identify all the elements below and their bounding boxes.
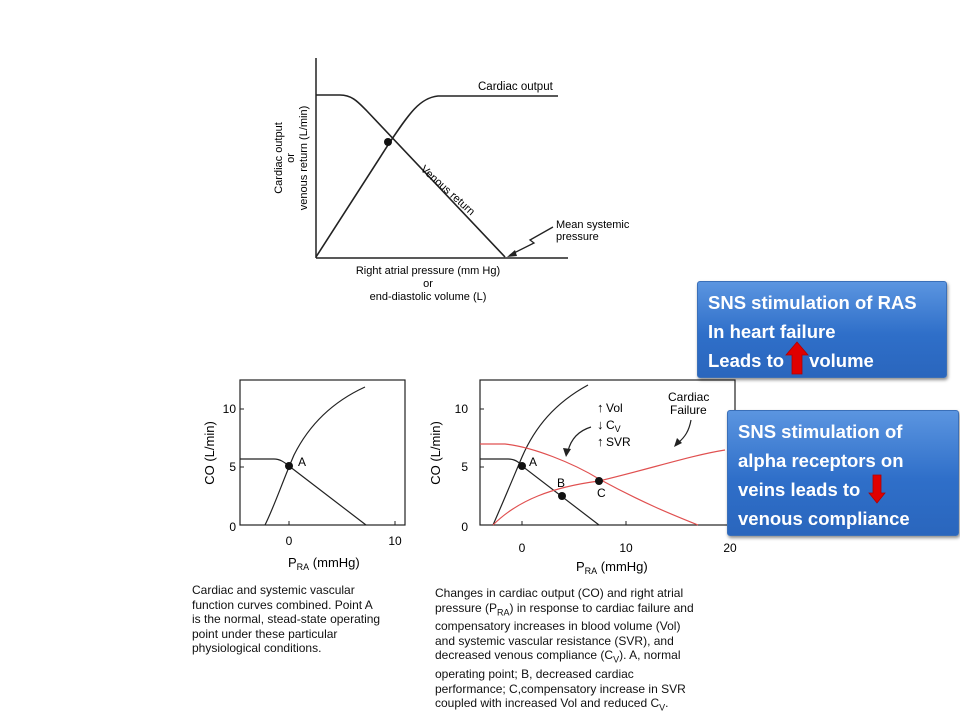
right-caption-line: compensatory increases in blood volume (Vol)	[435, 619, 681, 634]
callout-alpha-line1: SNS stimulation of	[738, 421, 903, 442]
left-x-tick-10: 10	[388, 534, 402, 548]
left-plot-frame	[240, 380, 405, 525]
arrow-up-icon	[785, 341, 809, 375]
right-function-graph	[423, 375, 743, 580]
top-y-label-1: Cardiac output	[273, 122, 285, 194]
right-point-a-label: A	[529, 455, 538, 469]
left-y-tick-0: 0	[229, 520, 236, 534]
callout-alpha-line4: venous compliance	[738, 508, 910, 529]
right-y-tick-0: 0	[461, 520, 468, 534]
left-caption-line: physiological conditions.	[192, 641, 322, 655]
left-caption	[192, 583, 380, 656]
vol-up-arrow-icon: ↑	[597, 400, 604, 415]
right-caption-line: and systemic vascular resistance (SVR), and	[435, 633, 674, 648]
msp-pointer-arrow	[510, 227, 553, 255]
right-failure-cardiac-curve	[493, 450, 725, 525]
left-cardiac-function-curve	[265, 387, 365, 525]
right-point-c-marker	[595, 477, 603, 485]
msp-label-1: Mean systemic	[556, 219, 630, 231]
callout-ras	[697, 281, 947, 378]
left-x-axis-label: $P_{RA}$ (mmHg)	[288, 555, 360, 572]
right-point-a-marker	[518, 462, 526, 470]
callout-ras-leads-to: Leads to	[708, 350, 785, 371]
left-point-a-marker	[285, 462, 293, 470]
top-y-label-3: venous return (L/min)	[298, 105, 310, 211]
right-y-tick-10: 10	[454, 402, 468, 416]
arrow-down-icon	[868, 474, 886, 504]
failure-pointer	[678, 420, 691, 443]
right-y-axis-label: CO (L/min)	[428, 421, 443, 485]
left-point-a-label: A	[298, 455, 307, 469]
right-caption-line: operating point; B, decreased cardiac	[435, 667, 634, 682]
left-caption-line: function curves combined. Point A	[192, 597, 373, 612]
venous-return-curve	[316, 95, 505, 257]
cardiac-output-label: Cardiac output	[478, 81, 553, 93]
left-x-tick-0: 0	[285, 534, 293, 548]
right-caption-line: decreased venous compliance $(C_V)$. A, normal	[435, 648, 681, 665]
failure-arrowhead	[674, 438, 682, 447]
right-x-axis-label: $P_{RA}$ (mmHg)	[576, 559, 648, 576]
left-caption-line: Cardiac and systemic vascular	[192, 583, 355, 597]
right-y-tick-5: 5	[461, 460, 468, 474]
left-y-tick-10: 10	[222, 402, 236, 416]
right-caption	[435, 586, 694, 715]
callout-alpha	[727, 410, 959, 536]
callout-ras-volume: volume	[809, 350, 874, 371]
top-equilibrium-point	[384, 138, 392, 146]
right-caption-line: coupled with increased Vol and reduced $C_V$.	[435, 696, 669, 713]
callout-alpha-line2: alpha receptors on	[738, 450, 904, 471]
msp-label-2: pressure	[556, 231, 599, 243]
top-x-label-3: end-diastolic volume (L)	[369, 291, 487, 303]
callout-ras-line2: In heart failure	[708, 321, 836, 342]
vol-label: Vol	[606, 401, 623, 415]
right-caption-line: performance; C,compensatory increase in SVR	[435, 681, 686, 696]
right-point-c-label: C	[597, 486, 606, 500]
top-x-label-2: or	[423, 278, 433, 290]
left-caption-line: point under these particular	[192, 626, 338, 641]
callout-ras-line1: SNS stimulation of RAS	[708, 292, 917, 313]
cv-down-arrow-icon: ↓	[597, 417, 604, 432]
right-point-b-label: B	[557, 476, 566, 490]
cv-label: $C_V$	[606, 418, 621, 434]
right-caption-line: Changes in cardiac output (CO) and right atrial	[435, 586, 684, 600]
right-x-tick-20: 20	[723, 541, 737, 555]
right-normal-cardiac-curve	[493, 385, 588, 525]
failure-label-2: Failure	[670, 403, 707, 417]
compensation-arrowhead	[563, 448, 571, 457]
right-point-b-marker	[558, 492, 566, 500]
left-y-tick-5: 5	[229, 460, 236, 474]
left-y-axis-label: CO (L/min)	[202, 421, 217, 485]
svr-up-arrow-icon: ↑	[597, 434, 604, 449]
top-y-label-2: or	[285, 153, 297, 163]
top-cardiac-venous-diagram	[268, 50, 630, 310]
right-caption-line: pressure $(P_{RA})$ in response to cardiac failure and	[435, 600, 694, 617]
svr-label: SVR	[606, 435, 631, 449]
left-function-graph	[190, 375, 420, 580]
failure-label-1: Cardiac	[668, 390, 710, 404]
venous-return-label: Venous return	[417, 163, 477, 219]
top-x-label-1: Right atrial pressure (mm Hg)	[355, 265, 501, 277]
callout-alpha-line3: veins leads to	[738, 475, 950, 504]
right-x-tick-10: 10	[619, 541, 633, 555]
callout-ras-line3	[708, 346, 938, 375]
right-compensated-vascular-curve	[480, 444, 698, 525]
msp-arrowhead	[507, 250, 517, 257]
left-caption-line: is the normal, stead-state operating	[192, 612, 381, 626]
right-x-tick-0: 0	[518, 541, 526, 555]
compensation-pointer	[568, 427, 591, 451]
